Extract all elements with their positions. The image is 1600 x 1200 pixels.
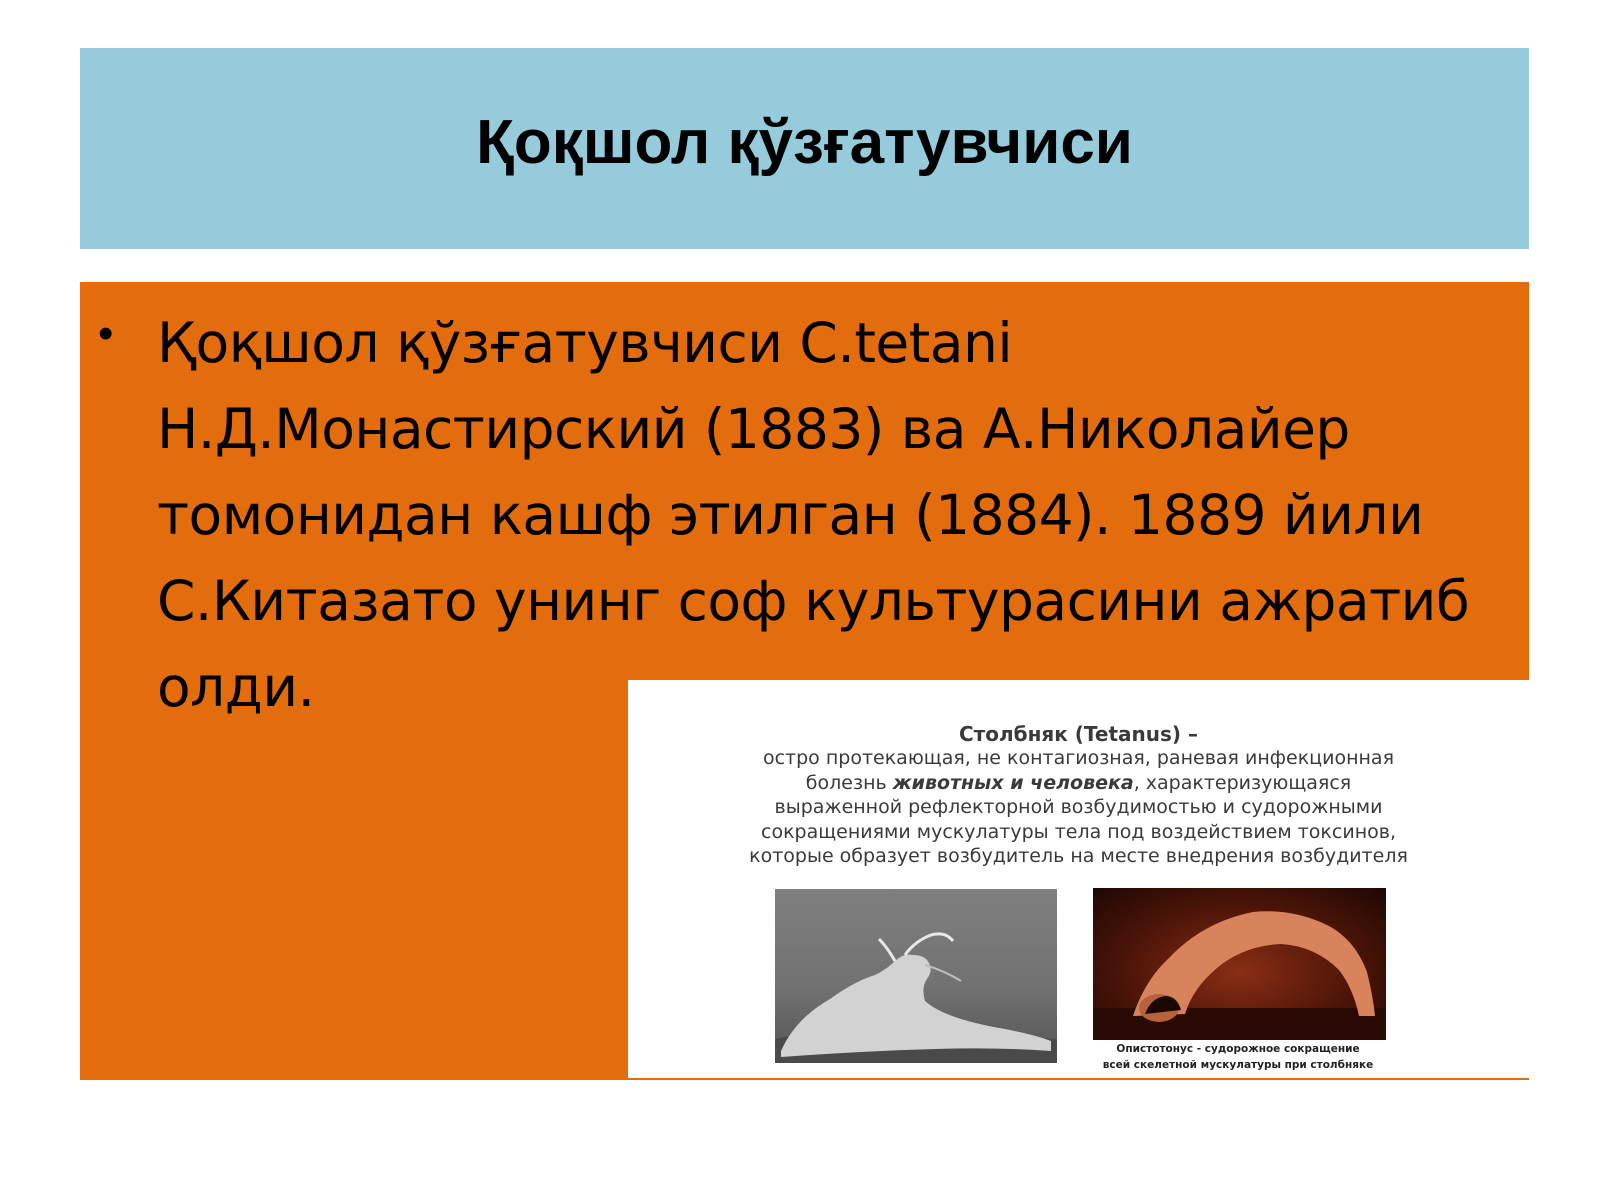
caption-line: всей скелетной мускулатуры при столбняке (1102, 1059, 1374, 1071)
inset-desc-line: сокращениями мускулатуры тела под воздействием токсинов, (761, 820, 1396, 843)
caption-line: Опистотонус - судорожное сокращение (1116, 1043, 1360, 1055)
inset-desc-text: болезнь (805, 771, 893, 794)
opisthotonus-illustration (1093, 888, 1386, 1040)
photo-caption (1028, 1041, 1448, 1073)
opisthotonus-photo (1093, 888, 1386, 1040)
inset-desc-line (628, 771, 1529, 796)
body-line: томонидан кашф этилган (1884). 1889 йили (157, 483, 1424, 547)
animal-tetanus-photo (775, 889, 1057, 1063)
inset-desc-line: остро протекающая, не контагиозная, раневая инфекционная (762, 747, 1395, 769)
slide-title: Қоқшол қўзғатувчиси (476, 108, 1133, 177)
body-line: С.Китазато унинг соф культурасини ажратиб (157, 569, 1470, 633)
body-line: Н.Д.Монастирский (1883) ва А.Николайер (157, 397, 1350, 461)
inset-desc-emphasis: животных и человека (892, 771, 1134, 794)
inset-desc-line: которые образует возбудитель на месте внедрения возбудителя (749, 845, 1408, 867)
body-line: Қоқшол қўзғатувчиси C.tetani (157, 311, 1013, 375)
inset-desc-text: , характеризующаяся (1133, 771, 1352, 794)
animal-tetanus-illustration (775, 889, 1057, 1063)
bullet-point-icon: • (98, 309, 114, 358)
inset-image-panel (628, 680, 1529, 1080)
body-line: олди. (157, 655, 315, 719)
body-text (157, 300, 1517, 730)
inset-heading: Столбняк (Tetanus) – (958, 722, 1199, 746)
title-bar (80, 48, 1529, 249)
inset-desc-line: выраженной рефлекторной возбудимостью и судорожными (774, 796, 1383, 818)
inset-description (628, 746, 1529, 869)
